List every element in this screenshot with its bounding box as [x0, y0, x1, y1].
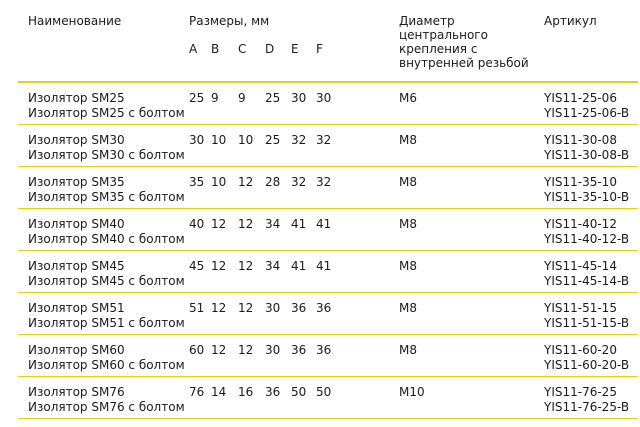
dimension-value-line: 12 [238, 175, 254, 189]
dimension-value-line: 12 [238, 343, 254, 357]
dimension-value [291, 343, 306, 358]
dimension-value [211, 217, 226, 232]
dimension-value-line: 10 [238, 133, 254, 147]
row-divider [18, 376, 638, 377]
column-header-dimensions: Размеры, мм [189, 14, 270, 28]
article-code-line: YIS11-45-14-B [544, 274, 630, 288]
dimension-value [238, 301, 253, 316]
article-code-line: YIS11-30-08-B [544, 148, 630, 162]
dimension-letter: B [211, 42, 220, 56]
table-row [0, 84, 640, 126]
thread-diameter-line: M6 [399, 91, 417, 105]
dimension-value [238, 217, 253, 232]
article-code-line: YIS11-40-12 [544, 217, 617, 231]
product-name-line: Изолятор SM51 [28, 301, 125, 315]
dimension-value [265, 175, 280, 190]
product-name-line: Изолятор SM51 с болтом [28, 316, 185, 330]
product-name-line: Изолятор SM40 с болтом [28, 232, 185, 246]
article-code-line: YIS11-35-10 [544, 175, 617, 189]
dimension-value-line: 41 [316, 217, 332, 231]
article-code [544, 133, 629, 163]
dimension-value-line: 12 [211, 301, 227, 315]
product-name-line: Изолятор SM30 [28, 133, 125, 147]
product-name [28, 385, 185, 415]
product-name [28, 217, 185, 247]
dimension-value [189, 301, 204, 316]
dimension-value-line: 41 [316, 259, 332, 273]
dimension-value-line: 14 [211, 385, 227, 399]
dimension-value [189, 259, 204, 274]
dimension-letter: F [316, 42, 323, 56]
dimension-value [238, 133, 253, 148]
product-name-line: Изолятор SM35 [28, 175, 125, 189]
dimension-value [238, 385, 253, 400]
dimension-value-line: 12 [211, 217, 227, 231]
product-name-line: Изолятор SM45 [28, 259, 125, 273]
dimension-value [211, 301, 226, 316]
article-code [544, 301, 629, 331]
dimension-value [316, 91, 331, 106]
dimension-value [238, 343, 253, 358]
product-name [28, 343, 185, 373]
product-name-line: Изолятор SM60 с болтом [28, 358, 185, 372]
row-divider [18, 250, 638, 251]
dimension-value-line: 9 [211, 91, 219, 105]
dimension-value [238, 259, 253, 274]
thread-diameter-line: M10 [399, 385, 425, 399]
dimension-value [189, 385, 204, 400]
dimension-letter: D [265, 42, 275, 56]
dimension-value [291, 385, 306, 400]
dimension-value-line: 51 [189, 301, 205, 315]
table-row [0, 210, 640, 252]
thread-diameter-line: M8 [399, 301, 417, 315]
article-code-line: YIS11-51-15 [544, 301, 617, 315]
product-name-line: Изолятор SM30 с болтом [28, 148, 185, 162]
product-name-line: Изолятор SM45 с болтом [28, 274, 185, 288]
thread-diameter-line: M8 [399, 343, 417, 357]
dimension-value-line: 9 [238, 91, 246, 105]
dimension-value [291, 301, 306, 316]
product-name-line: Изолятор SM60 [28, 343, 125, 357]
row-divider [18, 418, 638, 419]
dimension-value [265, 301, 280, 316]
dimension-value-line: 25 [265, 133, 281, 147]
dimension-value [265, 259, 280, 274]
dimension-value-line: 30 [291, 91, 307, 105]
dimension-letter: E [291, 42, 299, 56]
dimension-value [265, 217, 280, 232]
article-code-line: YIS11-25-06 [544, 91, 617, 105]
column-header-name: Наименование [28, 14, 122, 28]
thread-diameter [399, 259, 417, 274]
table-row [0, 252, 640, 294]
dimension-value-line: 12 [238, 217, 254, 231]
dimension-value-line: 36 [316, 343, 332, 357]
article-code-line: YIS11-45-14 [544, 259, 617, 273]
dimension-value-line: 50 [291, 385, 307, 399]
dimension-value-line: 41 [291, 217, 307, 231]
table-row [0, 126, 640, 168]
dimension-value [316, 301, 331, 316]
dimension-value-line: 12 [211, 259, 227, 273]
article-code [544, 343, 629, 373]
dimension-value [238, 175, 253, 190]
dimension-value-line: 40 [189, 217, 205, 231]
row-divider [18, 292, 638, 293]
article-code [544, 175, 629, 205]
dimension-letter: A [189, 42, 198, 56]
dimension-value [291, 217, 306, 232]
product-name-line: Изолятор SM76 [28, 385, 125, 399]
dimension-value-line: 12 [238, 259, 254, 273]
dimension-value [189, 133, 204, 148]
article-code [544, 259, 629, 289]
row-divider [18, 124, 638, 125]
dimension-value-line: 32 [316, 133, 332, 147]
product-name-line: Изолятор SM40 [28, 217, 125, 231]
dimension-value [211, 259, 226, 274]
dimension-value-line: 60 [189, 343, 205, 357]
product-name-line: Изолятор SM76 с болтом [28, 400, 185, 414]
product-name-line: Изолятор SM25 [28, 91, 125, 105]
dimension-value-line: 36 [316, 301, 332, 315]
article-code-line: YIS11-30-08 [544, 133, 617, 147]
dimension-value-line: 50 [316, 385, 332, 399]
article-code-line: YIS11-60-20 [544, 343, 617, 357]
dimension-value-line: 30 [316, 91, 332, 105]
dimension-value [211, 385, 226, 400]
dimension-value-line: 34 [265, 217, 281, 231]
article-code [544, 217, 629, 247]
dimension-value [238, 91, 246, 106]
column-header-diameter [399, 14, 539, 70]
dimension-value-line: 16 [238, 385, 254, 399]
dimension-value [189, 91, 204, 106]
header-divider [18, 81, 638, 83]
dimension-value-line: 12 [211, 343, 227, 357]
thread-diameter [399, 301, 417, 316]
dimension-value [189, 217, 204, 232]
article-code-line: YIS11-76-25-B [544, 400, 630, 414]
thread-diameter [399, 133, 417, 148]
article-code [544, 385, 629, 415]
dimension-value [291, 175, 306, 190]
dimension-value [291, 259, 306, 274]
dimension-value-line: 35 [189, 175, 205, 189]
dimension-value [211, 133, 226, 148]
dimension-value-line: 10 [211, 133, 227, 147]
row-divider [18, 334, 638, 335]
thread-diameter [399, 175, 417, 190]
table-row [0, 168, 640, 210]
thread-diameter [399, 343, 417, 358]
dimension-value [265, 385, 280, 400]
thread-diameter [399, 385, 425, 400]
diameter-header-line: центрального [399, 28, 488, 42]
dimension-value-line: 30 [265, 301, 281, 315]
dimension-value-line: 36 [265, 385, 281, 399]
table-row [0, 294, 640, 336]
dimension-value-line: 45 [189, 259, 205, 273]
dimension-value-line: 30 [189, 133, 205, 147]
dimension-value-line: 36 [291, 301, 307, 315]
thread-diameter-line: M8 [399, 133, 417, 147]
dimension-value [316, 217, 331, 232]
thread-diameter-line: M8 [399, 175, 417, 189]
dimension-value-line: 10 [211, 175, 227, 189]
dimension-value [265, 91, 280, 106]
dimension-letter: C [238, 42, 247, 56]
dimension-value-line: 76 [189, 385, 205, 399]
dimension-value [211, 343, 226, 358]
dimension-value-line: 28 [265, 175, 281, 189]
dimension-value-line: 34 [265, 259, 281, 273]
diameter-header-line: крепления с [399, 42, 478, 56]
product-name [28, 133, 185, 163]
product-name [28, 259, 185, 289]
dimension-value-line: 32 [291, 133, 307, 147]
column-header-article: Артикул [544, 14, 597, 28]
dimension-value-line: 36 [291, 343, 307, 357]
diameter-header-line: Диаметр [399, 14, 455, 28]
dimension-value [316, 259, 331, 274]
dimension-value [316, 385, 331, 400]
row-divider [18, 208, 638, 209]
product-name [28, 301, 185, 331]
dimension-value [265, 343, 280, 358]
dimension-value [291, 133, 306, 148]
article-code-line: YIS11-25-06-B [544, 106, 630, 120]
dimension-value [291, 91, 306, 106]
product-name [28, 91, 185, 121]
article-code-line: YIS11-51-15-B [544, 316, 630, 330]
dimension-value [316, 133, 331, 148]
dimension-value-line: 41 [291, 259, 307, 273]
dimension-value [316, 175, 331, 190]
dimension-value [189, 343, 204, 358]
row-divider [18, 166, 638, 167]
thread-diameter [399, 217, 417, 232]
dimension-value [316, 343, 331, 358]
article-code [544, 91, 629, 121]
article-code-line: YIS11-60-20-B [544, 358, 630, 372]
dimension-value-line: 25 [265, 91, 281, 105]
product-name-line: Изолятор SM25 с болтом [28, 106, 185, 120]
dimension-value-line: 32 [291, 175, 307, 189]
thread-diameter-line: M8 [399, 217, 417, 231]
thread-diameter-line: M8 [399, 259, 417, 273]
dimension-value [265, 133, 280, 148]
dimension-value-line: 30 [265, 343, 281, 357]
dimension-value-line: 12 [238, 301, 254, 315]
dimension-value [211, 91, 219, 106]
dimension-value [189, 175, 204, 190]
table-row [0, 378, 640, 420]
article-code-line: YIS11-35-10-B [544, 190, 630, 204]
thread-diameter [399, 91, 417, 106]
article-code-line: YIS11-40-12-B [544, 232, 630, 246]
diameter-header-line: внутренней резьбой [399, 56, 529, 70]
product-name-line: Изолятор SM35 с болтом [28, 190, 185, 204]
dimension-value [211, 175, 226, 190]
article-code-line: YIS11-76-25 [544, 385, 617, 399]
dimension-value-line: 32 [316, 175, 332, 189]
table-row [0, 336, 640, 378]
product-name [28, 175, 185, 205]
dimension-value-line: 25 [189, 91, 205, 105]
